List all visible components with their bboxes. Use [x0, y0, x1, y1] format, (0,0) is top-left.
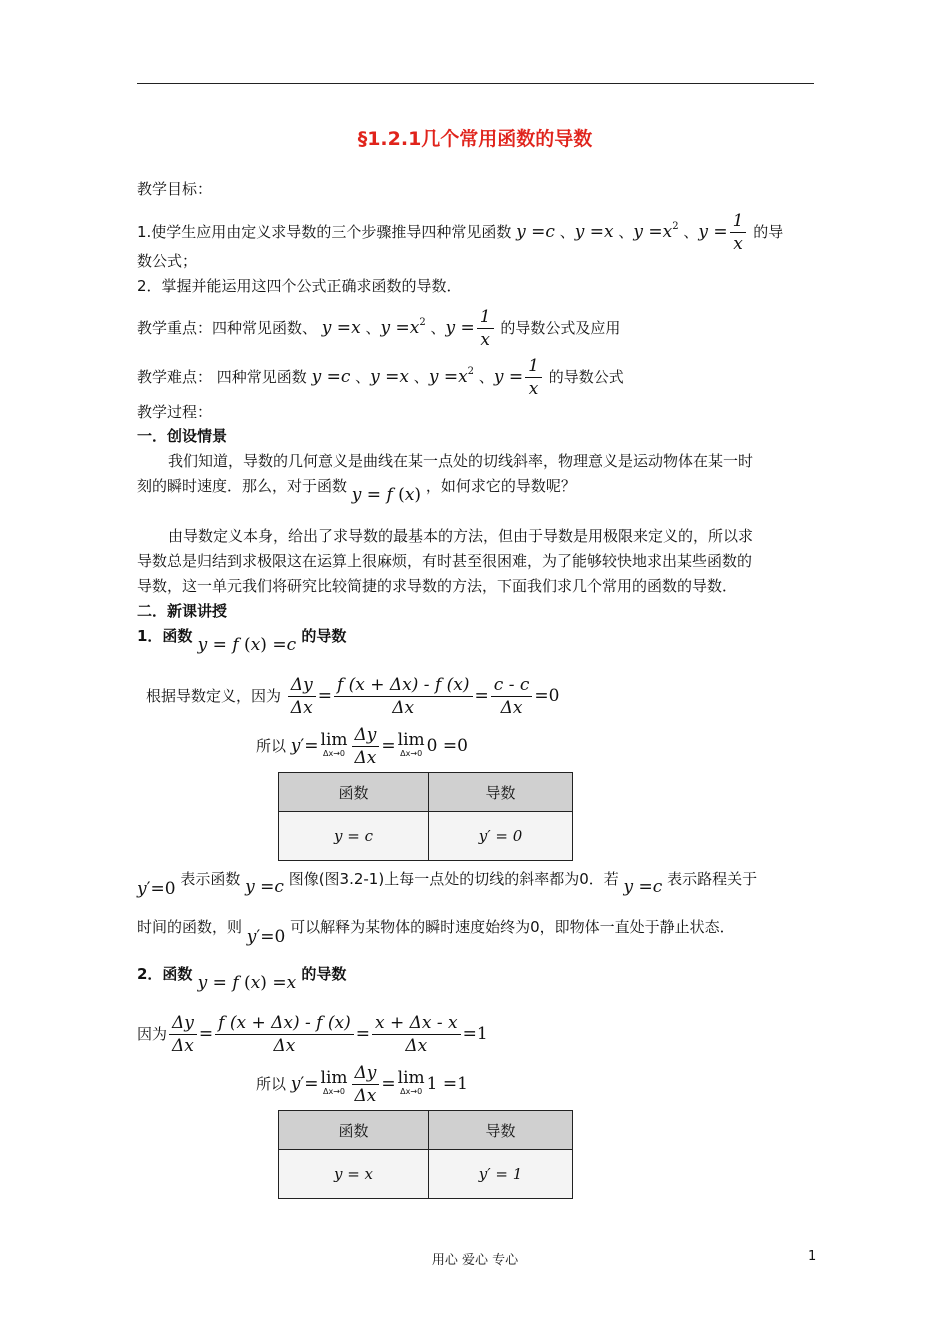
- page-footer: 用心 爱心 专心: [431, 1253, 519, 1268]
- difficult-points: 教学难点： 四种常见函数 y =c 、y =x 、$y =x^2$ 、y = $\frac{1}{x}$ 的导数公式: [137, 356, 624, 399]
- heading-1-suffix: 的导数: [301, 627, 347, 645]
- so-text-1: 所以: [256, 737, 287, 755]
- heading-1: 1．函数 y = f (x) =c 的导数: [137, 627, 347, 655]
- table-1-function: y = c: [279, 812, 429, 861]
- heading-1-num: 1．函数: [137, 627, 193, 645]
- explain-1: y′=0 表示函数 y =c 图像(图3.2-1)上每一点处的切线的斜率都为0．若 y =c 表示路程关于: [137, 870, 758, 899]
- heading-2-suffix: 的导数: [301, 965, 347, 983]
- key-label: 教学重点：四种常见函数、: [137, 319, 318, 337]
- para-2-line-2: 导数总是归结到求极限这在运算上很麻烦，有时甚至很困难，为了能够较快地求出某些函数的: [137, 552, 753, 570]
- process-heading: 教学过程：: [137, 403, 213, 421]
- because-text: 因为: [137, 1025, 168, 1043]
- explain-1-c: 表示路程关于: [667, 870, 758, 888]
- key-points: 教学重点：四种常见函数、 y =x 、$y =x^2$ 、y = $\frac{1}{x}$ 的导数公式及应用: [137, 307, 621, 350]
- explain-2-b: 可以解释为某物体的瞬时速度始终为0，即物体一直处于静止状态．: [290, 918, 735, 936]
- section-1-heading: 一．创设情景: [137, 427, 228, 445]
- explain-1-b: 图像(图3.2-1)上每一点处的切线的斜率都为0．若: [288, 870, 619, 888]
- table-2-derivative: y′ = 1: [429, 1150, 573, 1199]
- para-1-text-a: 刻的瞬时速度．那么，对于函数: [137, 477, 348, 495]
- diff-label: 教学难点： 四种常见函数: [137, 368, 307, 386]
- para-2-line-3: 导数，这一单元我们将研究比较简捷的求导数的方法，下面我们求几个常用的函数的导数．: [137, 577, 738, 595]
- goal-1: 1.使学生应用由定义求导数的三个步骤推导四种常见函数 y =c 、y =x 、$y =x^2$ 、y = $\frac{1}{x}$ 的导: [137, 211, 784, 254]
- table-1-col-function: 函数: [279, 773, 429, 812]
- table-1-derivative: y′ = 0: [429, 812, 573, 861]
- limit-2: 所以 y′= lim Δx→0 $\frac{\Delta y}{\Delta x}$ = lim Δx→0 1 =1: [256, 1063, 468, 1106]
- heading-2-num: 2．函数: [137, 965, 193, 983]
- table-1-col-derivative: 导数: [429, 773, 573, 812]
- goal-1-text: 1.使学生应用由定义求导数的三个步骤推导四种常见函数: [137, 223, 512, 241]
- explain-2-a: 时间的函数，则: [137, 918, 243, 936]
- formula-2: 因为 $\frac{\Delta y}{\Delta x}$ = $\frac{f (x + \Delta x) - f (x)}{\Delta x}$ = $\frac{x + \Delta x - x}{\Delta x}$ =1: [137, 1013, 488, 1056]
- goal-1-cont: 数公式；: [137, 252, 198, 270]
- para-1-line-2: 刻的瞬时速度．那么，对于函数 y = f (x) ，如何求它的导数呢？: [137, 477, 576, 505]
- para-1-text-b: ，如何求它的导数呢？: [425, 477, 576, 495]
- para-2-line-1: 由导数定义本身，给出了求导数的最基本的方法，但由于导数是用极限来定义的，所以求: [168, 527, 754, 545]
- header-rule: [137, 83, 814, 84]
- explain-1-a: 表示函数: [180, 870, 241, 888]
- table-2-col-derivative: 导数: [429, 1111, 573, 1150]
- goal-heading: 教学目标：: [137, 180, 213, 198]
- table-2-col-function: 函数: [279, 1111, 429, 1150]
- explain-2: 时间的函数，则 y′=0 可以解释为某物体的瞬时速度始终为0，即物体一直处于静止状态．: [137, 918, 735, 947]
- limit-1: 所以 y′= lim Δx→0 $\frac{\Delta y}{\Delta x}$ = lim Δx→0 0 =0: [256, 725, 468, 768]
- page-number: 1: [808, 1249, 817, 1264]
- section-2-heading: 二．新课讲授: [137, 602, 228, 620]
- diff-suffix: 的导数公式: [548, 368, 624, 386]
- by-def-text: 根据导数定义，因为: [146, 687, 282, 705]
- page-title: §1.2.1几个常用函数的导数: [357, 128, 593, 150]
- table-2-function: y = x: [279, 1150, 429, 1199]
- key-suffix: 的导数公式及应用: [500, 319, 621, 337]
- table-2: [278, 1110, 573, 1199]
- goal-1-suffix: 的导: [753, 223, 784, 241]
- heading-2: 2．函数 y = f (x) =x 的导数: [137, 965, 347, 993]
- para-1-line-1: 我们知道，导数的几何意义是曲线在某一点处的切线斜率，物理意义是运动物体在某一时: [168, 452, 754, 470]
- formula-1: 根据导数定义，因为 $\frac{\Delta y}{\Delta x}$ = $\frac{f (x + \Delta x) - f (x)}{\Delta x}$ = $\frac{c - c}{\Delta x}$ =0: [146, 675, 560, 718]
- so-text-2: 所以: [256, 1075, 287, 1093]
- table-1: [278, 772, 573, 861]
- goal-2: 2．掌握并能运用这四个公式正确求函数的导数．: [137, 277, 462, 295]
